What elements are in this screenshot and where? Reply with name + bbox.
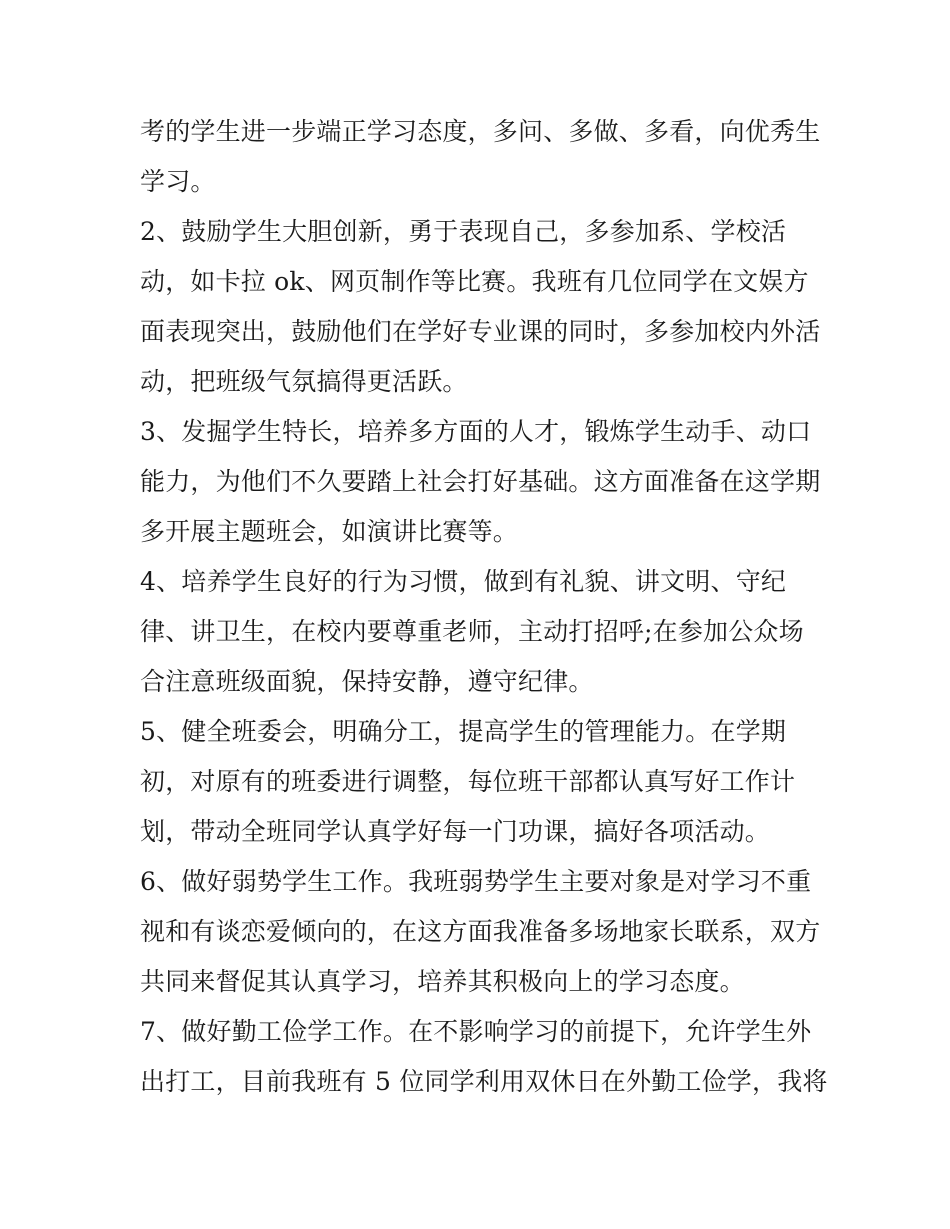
text-line-15: 划，带动全班同学认真学好每一门功课，搞好各项活动。: [140, 817, 771, 846]
text-line-10: 4、培养学生良好的行为习惯，做到有礼貌、讲文明、守纪: [140, 567, 787, 596]
text-line-14: 初，对原有的班委进行调整，每位班干部都认真写好工作计: [140, 767, 796, 796]
text-line-17: 视和有谈恋爱倾向的，在这方面我准备多场地家长联系，双方: [140, 917, 821, 946]
text-line-8: 能力，为他们不久要踏上社会打好基础。这方面准备在这学期: [140, 467, 821, 496]
text-line-9: 多开展主题班会，如演讲比赛等。: [140, 517, 519, 546]
text-line-16: 6、做好弱势学生工作。我班弱势学生主要对象是对学习不重: [140, 867, 812, 896]
text-line-1: 考的学生进一步端正学习态度，多问、多做、多看，向优秀生: [140, 117, 821, 146]
text-line-5: 面表现突出，鼓励他们在学好专业课的同时，多参加校内外活: [140, 317, 821, 346]
text-line-4: 动，如卡拉 ok、网页制作等比赛。我班有几位同学在文娱方: [140, 267, 809, 296]
text-line-13: 5、健全班委会，明确分工，提高学生的管理能力。在学期: [140, 717, 787, 746]
text-line-11: 律、讲卫生，在校内要尊重老师，主动打招呼;在参加公众场: [140, 617, 804, 646]
text-line-20: 出打工，目前我班有 5 位同学利用双休日在外勤工俭学，我将: [140, 1067, 828, 1096]
text-line-18: 共同来督促其认真学习，培养其积极向上的学习态度。: [140, 967, 745, 996]
text-line-12: 合注意班级面貌，保持安静，遵守纪律。: [140, 667, 594, 696]
text-line-19: 7、做好勤工俭学工作。在不影响学习的前提下，允许学生外: [140, 1017, 812, 1046]
text-line-3: 2、鼓励学生大胆创新，勇于表现自己，多参加系、学校活: [140, 217, 787, 246]
text-line-6: 动，把班级气氛搞得更活跃。: [140, 367, 468, 396]
text-line-7: 3、发掘学生特长，培养多方面的人才，锻炼学生动手、动口: [140, 417, 812, 446]
text-line-2: 学习。: [140, 167, 216, 196]
